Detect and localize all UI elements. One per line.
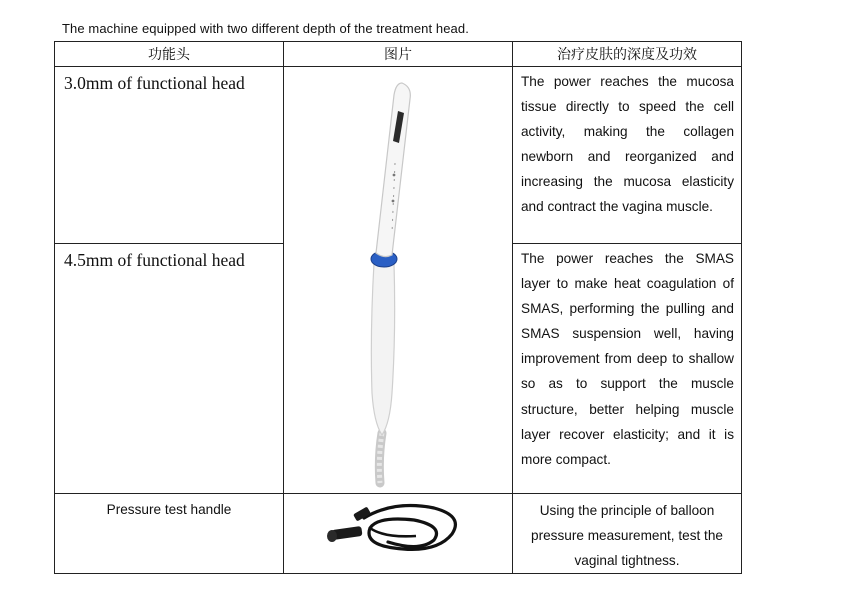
row-description: The power reaches the SMAS layer to make heat coagulation of SMAS, performing the pulling and SMAS suspension well, having improvement from deep to shallow so as to support the muscle structure, better helping muscle layer recover elasticity; and it is more compact. [513, 244, 742, 494]
table-row [55, 494, 742, 574]
treatment-head-table [54, 41, 742, 574]
row-head-name: 4.5mm of functional head [55, 244, 284, 494]
pressure-test-handle-image [324, 498, 474, 564]
header-functional-head: 功能头 [55, 42, 284, 67]
row-description: The power reaches the mucosa tissue directly to speed the cell activity, making the collagen newborn and reorganized and increasing the mucosa elasticity and contract the vagina muscle. [513, 67, 742, 244]
header-picture: 图片 [284, 42, 513, 67]
row-description: Using the principle of balloon pressure measurement, test the vaginal tightness. [513, 494, 742, 574]
table-caption: The machine equipped with two different depth of the treatment head. [62, 21, 469, 36]
probe-image-cell [284, 67, 513, 494]
treatment-probe-image [352, 73, 452, 493]
pressure-handle-image-cell [284, 494, 513, 574]
row-head-name: Pressure test handle [55, 494, 284, 574]
header-depth-effect: 治疗皮肤的深度及功效 [513, 42, 742, 67]
table-row [55, 67, 742, 244]
header-row [55, 42, 742, 67]
row-head-name: 3.0mm of functional head [55, 67, 284, 244]
